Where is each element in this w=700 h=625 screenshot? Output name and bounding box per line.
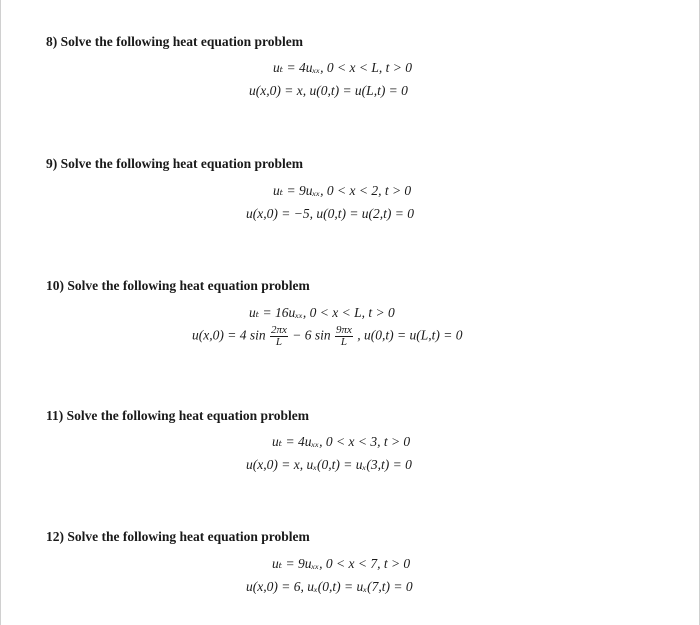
left-page-edge [0,0,1,625]
pde-equation: uₜ = 16uₓₓ, 0 < x < L, t > 0 [249,305,395,320]
fraction-2pix-over-l [270,325,288,348]
initial-boundary-conditions [192,325,463,348]
initial-boundary-conditions: u(x,0) = x, u(0,t) = u(L,t) = 0 [249,83,408,98]
fraction-numerator: 2πx [270,324,287,336]
boundary-conditions: , u(0,t) = u(L,t) = 0 [357,327,463,343]
initial-condition-term-1: u(x,0) = 4 sin [192,327,266,343]
initial-boundary-conditions: u(x,0) = x, uₓ(0,t) = uₓ(3,t) = 0 [246,457,412,472]
problem-heading: 12) Solve the following heat equation problem [46,529,310,544]
initial-boundary-conditions: u(x,0) = −5, u(0,t) = u(2,t) = 0 [246,206,415,221]
problem-heading: 8) Solve the following heat equation problem [46,34,304,49]
problem-heading: 11) Solve the following heat equation problem [46,408,310,423]
pde-equation: uₜ = 9uₓₓ, 0 < x < 7, t > 0 [272,556,411,571]
fraction-denominator: L [340,336,348,348]
initial-boundary-conditions: u(x,0) = 6, uₓ(0,t) = uₓ(7,t) = 0 [246,579,413,594]
pde-equation: uₜ = 9uₓₓ, 0 < x < 2, t > 0 [273,183,412,198]
fraction-9pix-over-l [335,325,353,348]
fraction-numerator: 9πx [336,324,352,336]
initial-condition-term-2: − 6 sin [292,327,331,343]
problem-heading: 9) Solve the following heat equation problem [46,156,304,171]
pde-equation: uₜ = 4uₓₓ, 0 < x < 3, t > 0 [272,434,411,449]
problem-heading: 10) Solve the following heat equation problem [46,278,310,293]
fraction-denominator: L [275,336,282,348]
pde-equation: uₜ = 4uₓₓ, 0 < x < L, t > 0 [273,60,412,75]
